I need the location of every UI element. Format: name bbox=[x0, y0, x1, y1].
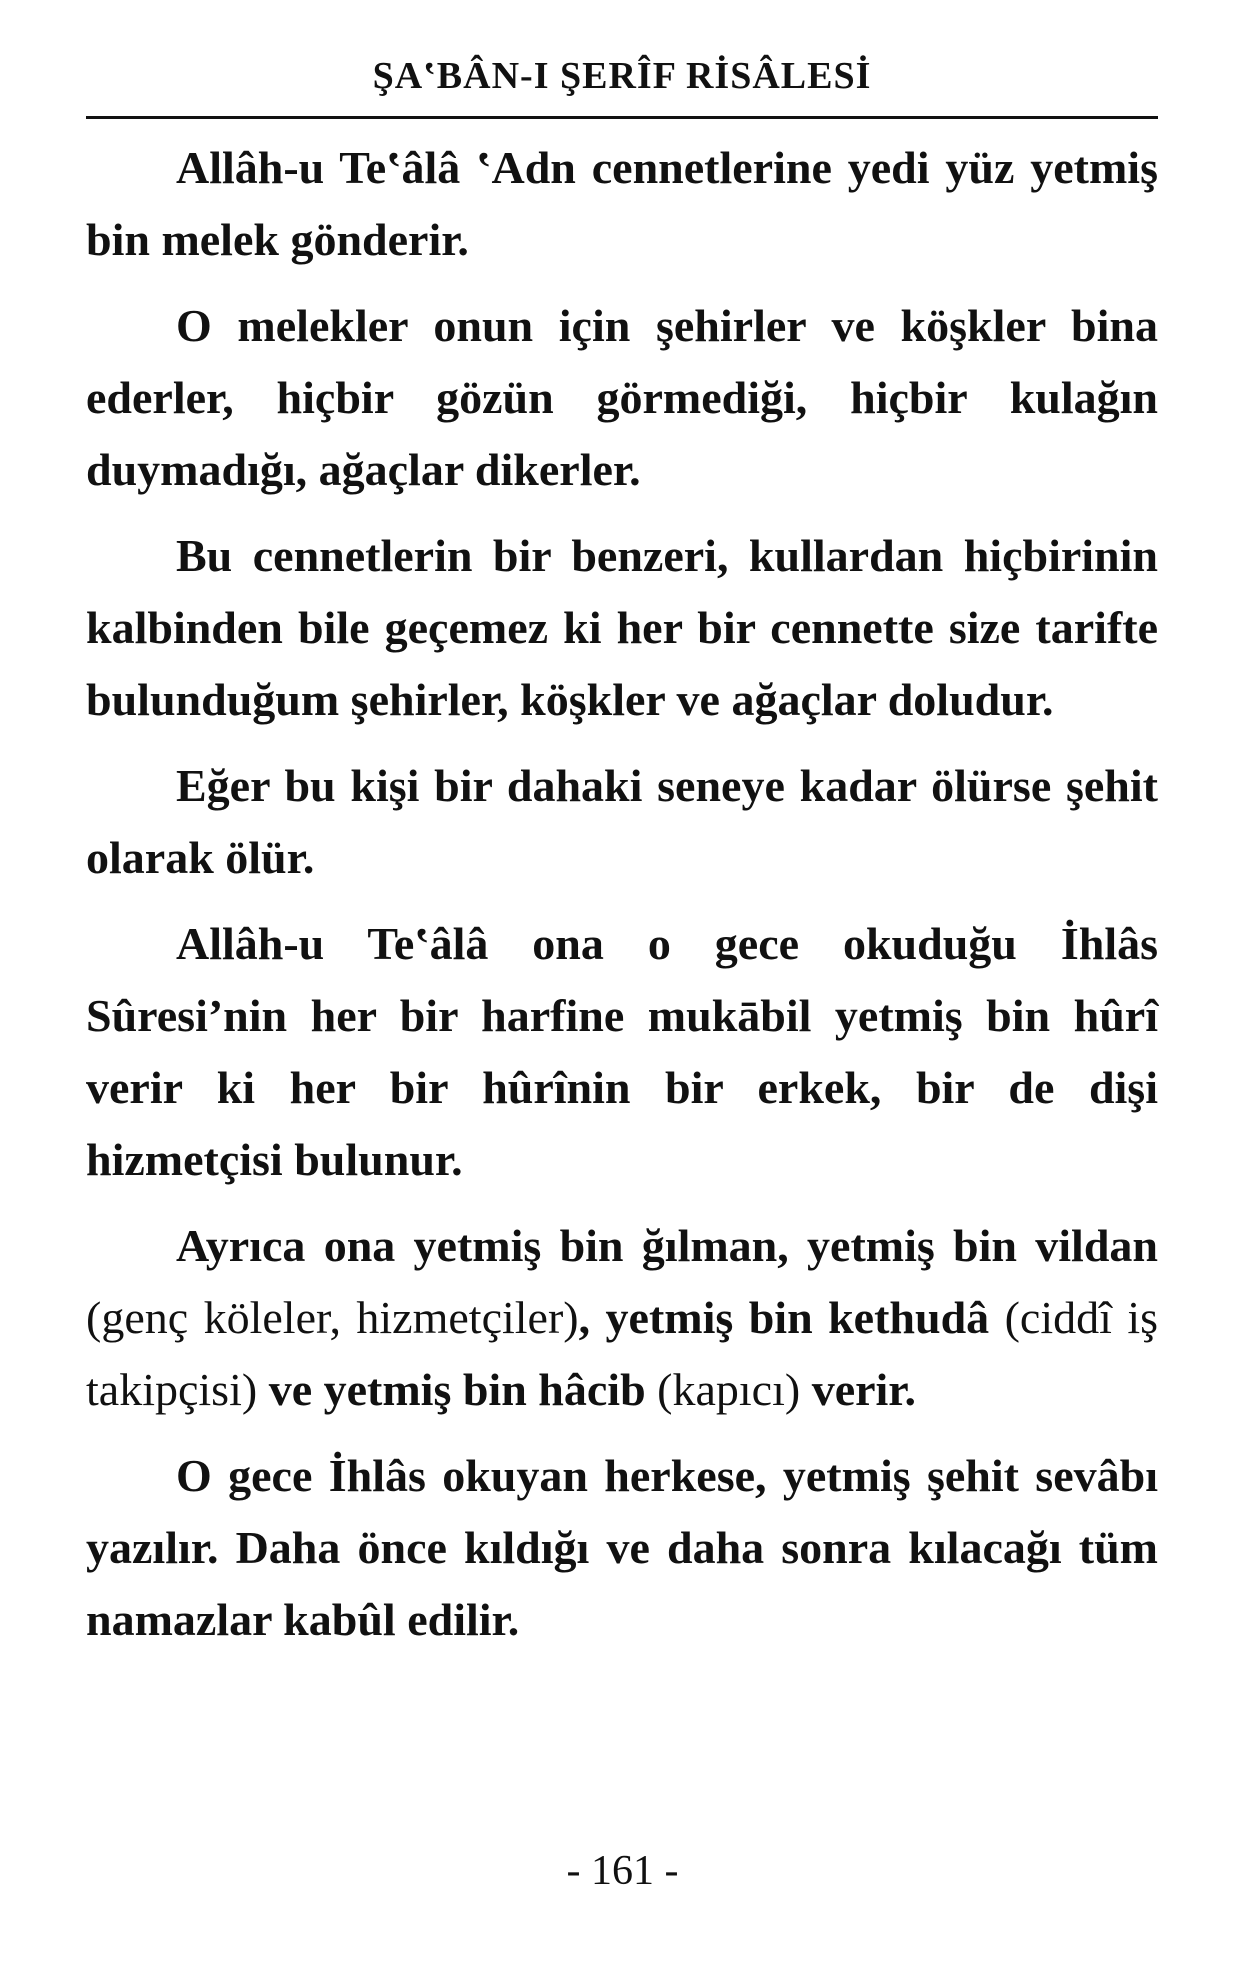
body-text bbox=[86, 132, 1158, 1670]
paragraph-6-gloss-2: (ciddî iş takipçisi) bbox=[86, 1292, 1159, 1415]
header-rule bbox=[86, 116, 1158, 119]
paragraph-4: Eğer bu kişi bir dahaki seneye kadar ölürse şehit olarak ölür. bbox=[86, 760, 1158, 883]
page-number: - 161 - bbox=[566, 1848, 679, 1894]
paragraph-6-part-1: Ayrıca ona yetmiş bin ğılman, yetmiş bin vildan bbox=[176, 1220, 1158, 1271]
paragraph-6-gloss-1: (genç köleler, hizmetçiler) bbox=[86, 1292, 579, 1343]
paragraph-7: O gece İhlâs okuyan herkese, yetmiş şehit sevâbı yazılır. Daha önce kıldığı ve daha sonra kılacağı tüm namazlar kabûl edilir. bbox=[86, 1450, 1158, 1645]
paragraph-6-gloss-3: (kapıcı) bbox=[657, 1364, 801, 1415]
running-title: ŞA‛BÂN-I ŞERÎF RİSÂLESİ bbox=[372, 55, 872, 97]
paragraph-6-part-3: ve yetmiş bin hâcib bbox=[257, 1364, 658, 1415]
paragraph-3: Bu cennetlerin bir benzeri, kullardan hiçbirinin kalbinden bile geçemez ki her bir cennette size tarifte bulunduğum şehirler, köşkler ve ağaçlar doludur. bbox=[86, 530, 1158, 725]
paragraph-6 bbox=[86, 1210, 1158, 1426]
paragraph-6-part-2: , yetmiş bin kethudâ bbox=[578, 1292, 990, 1343]
paragraph-1: Allâh-u Te‛âlâ ‛Adn cennetlerine yedi yüz yetmiş bin melek gönderir. bbox=[86, 142, 1158, 265]
paragraph-5: Allâh-u Te‛âlâ ona o gece okuduğu İhlâs Sûresi’nin her bir harfine mukābil yetmiş bin hûrî verir ki her bir hûrînin bir erkek, bir de dişi hizmetçisi bulunur. bbox=[86, 918, 1158, 1185]
paragraph-2: O melekler onun için şehirler ve köşkler bina ederler, hiçbir gözün görmediği, hiçbir kulağın duymadığı, ağaçlar dikerler. bbox=[86, 300, 1158, 495]
paragraph-6-part-4: verir. bbox=[800, 1364, 916, 1415]
